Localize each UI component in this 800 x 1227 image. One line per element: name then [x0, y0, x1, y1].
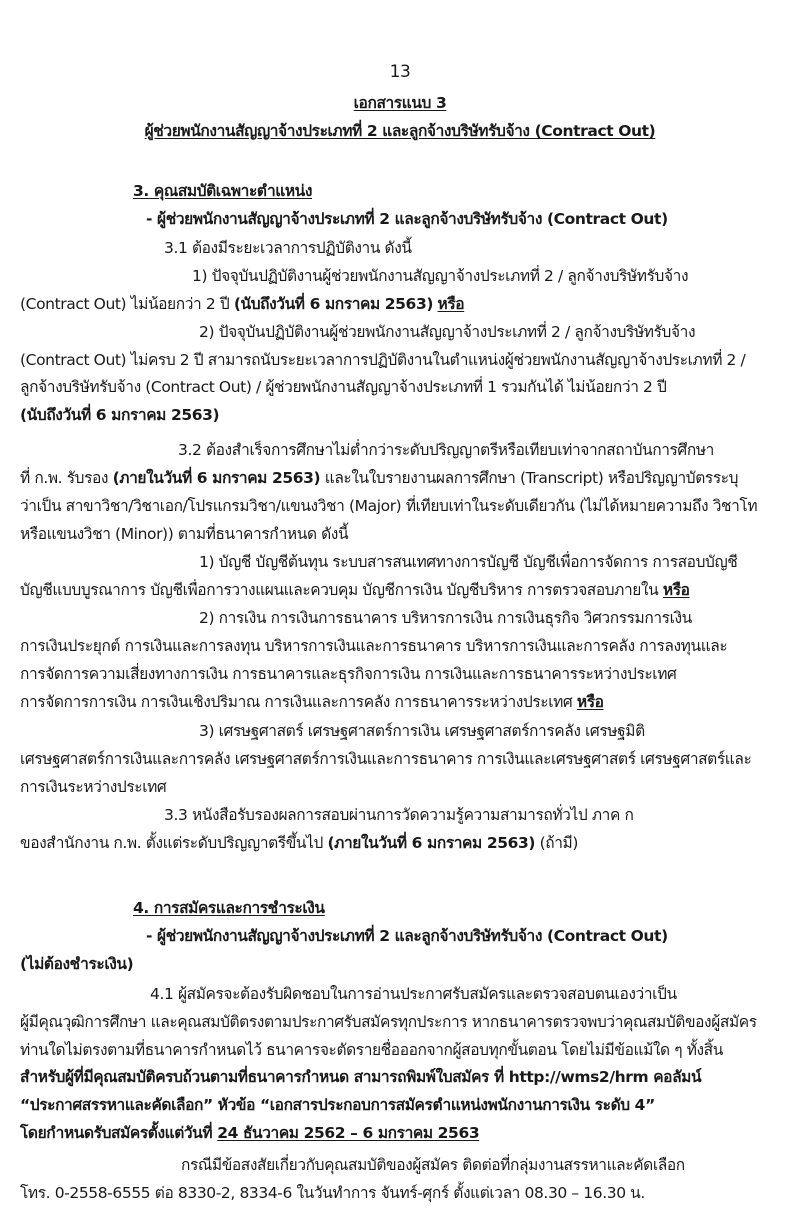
item-3-2-sub2-line3: การจัดการความเสี่ยงทางการเงิน การธนาคารและธุรกิจการเงิน การเงินและการธนาคารระหว่างประเทศ [20, 665, 677, 683]
item-3-3-line1: 3.3 หนังสือรับรองผลการสอบผ่านการวัดความรู้ความสามารถทั่วไป ภาค ก [164, 806, 634, 824]
item-3-2-sub2-line1: 2) การเงิน การเงินการธนาคาร บริหารการเงิน การเงินธุรกิจ วิศวกรรมการเงิน [199, 609, 692, 627]
item-3-2-sub3-line2: เศรษฐศาสตร์การเงินและการคลัง เศรษฐศาสตร์การเงินและการธนาคาร การเงินและเศรษฐศาสตร์ เศรษฐศาสตร์และ [20, 750, 752, 768]
item-3-3-line2-b: (ถ้ามี) [535, 834, 578, 852]
item-4-1-line2: ผู้มีคุณวุฒิการศึกษา และคุณสมบัติตรงตามประกาศรับสมัครทุกประการ หากธนาคารตรวจพบว่าคุณสมบัติของผู้สมัคร [20, 1013, 757, 1031]
item-4-1-dates-line [20, 1123, 479, 1143]
item-3-1-sub1-line2 [20, 294, 464, 314]
document-subtitle: ผู้ช่วยพนักงานสัญญาจ้างประเภทที่ 2 และลูกจ้างบริษัทรับจ้าง (Contract Out) [144, 122, 656, 140]
item-3-2-line2-date: (ภายในวันที่ 6 มกราคม 2563) [112, 469, 321, 487]
or-marker: หรือ [437, 295, 465, 313]
contact-line1: กรณีมีข้อสงสัยเกี่ยวกับคุณสมบัติของผู้สมัคร ติดต่อที่กลุ่มงานสรรหาและคัดเลือก [181, 1156, 685, 1174]
page-number: 13 [389, 62, 411, 82]
item-3-1-sub2-date: (นับถึงวันที่ 6 มกราคม 2563) [20, 406, 220, 424]
item-4-1-application-link-line: สำหรับผู้ที่มีคุณสมบัติครบถ้วนตามที่ธนาคารกำหนด สามารถพิมพ์ใบสมัคร ที่ http://wms2/hrm คอลัมน์ [20, 1068, 702, 1086]
item-3-1-sub1-line1: 1) ปัจจุบันปฏิบัติงานผู้ช่วยพนักงานสัญญาจ้างประเภทที่ 2 / ลูกจ้างบริษัทรับจ้าง [192, 267, 689, 285]
section-4-position: - ผู้ช่วยพนักงานสัญญาจ้างประเภทที่ 2 และลูกจ้างบริษัทรับจ้าง (Contract Out) [146, 927, 668, 945]
item-3-3-line2 [20, 833, 578, 853]
item-3-1-sub1-date: (นับถึงวันที่ 6 มกราคม 2563) [233, 295, 434, 313]
item-3-2-line2-a: ที่ ก.พ. รับรอง [20, 469, 113, 487]
item-3-2-sub2-line2: การเงินประยุกต์ การเงินและการลงทุน บริหารการเงินและการธนาคาร บริหารการเงินและการคลัง การลงทุนและ [20, 637, 728, 655]
item-4-1-line1: 4.1 ผู้สมัครจะต้องรับผิดชอบในการอ่านประกาศรับสมัครและตรวจสอบตนเองว่าเป็น [150, 985, 677, 1003]
application-period-dates: 24 ธันวาคม 2562 – 6 มกราคม 2563 [217, 1124, 480, 1142]
item-3-2-sub3-line1: 3) เศรษฐศาสตร์ เศรษฐศาสตร์การเงิน เศรษฐศาสตร์การคลัง เศรษฐมิติ [199, 722, 645, 740]
document-title: เอกสารแนบ 3 [353, 94, 447, 112]
contact-line2: โทร. 0-2558-6555 ต่อ 8330-2, 8334-6 ในวันทำการ จันทร์-ศุกร์ ตั้งแต่เวลา 08.30 – 16.30 น. [20, 1184, 645, 1202]
item-3-1-sub2-line2: (Contract Out) ไม่ครบ 2 ปี สามารถนับระยะเวลาการปฏิบัติงานในตำแหน่งผู้ช่วยพนักงานสัญญาจ้างประเภทที่ 2 / [20, 351, 746, 369]
or-marker: หรือ [662, 581, 690, 599]
item-3-2-sub1-text: บัญชีแบบบูรณาการ บัญชีเพื่อการวางแผนและควบคุม บัญชีการเงิน บัญชีบริหาร การตรวจสอบภายใน [20, 581, 663, 599]
item-3-2-sub1-line1: 1) บัญชี บัญชีต้นทุน ระบบสารสนเทศทางการบัญชี บัญชีเพื่อการจัดการ การสอบบัญชี [199, 553, 738, 571]
item-3-2-sub2-text: การจัดการการเงิน การเงินเชิงปริมาณ การเงินและการคลัง การธนาคารระหว่างประเทศ [20, 693, 577, 711]
item-3-2-sub3-line3: การเงินระหว่างประเทศ [20, 778, 167, 796]
item-3-2-line2-b: และในใบรายงานผลการศึกษา (Transcript) หรือปริญญาบัตรระบุ [320, 469, 739, 487]
item-3-1-sub1-text: (Contract Out) ไม่น้อยกว่า 2 ปี [20, 295, 234, 313]
item-3-1-sub2-line3: ลูกจ้างบริษัทรับจ้าง (Contract Out) / ผู้ช่วยพนักงานสัญญาจ้างประเภทที่ 1 รวมกันได้ ไม่น้อยกว่า 2 ปี [20, 378, 667, 396]
item-3-2-sub2-line4 [20, 692, 604, 712]
item-3-1-lead: 3.1 ต้องมีระยะเวลาการปฏิบัติงาน ดังนี้ [164, 239, 412, 257]
item-3-2-line4: หรือแขนงวิชา (Minor)) ตามที่ธนาคารกำหนด ดังนี้ [20, 525, 349, 543]
section-4-heading: 4. การสมัครและการชำระเงิน [133, 899, 325, 917]
item-3-3-line2-a: ของสำนักงาน ก.พ. ตั้งแต่ระดับปริญญาตรีขึ้นไป [20, 834, 328, 852]
section-3-position: - ผู้ช่วยพนักงานสัญญาจ้างประเภทที่ 2 และลูกจ้างบริษัทรับจ้าง (Contract Out) [146, 210, 668, 228]
item-3-2-line2 [20, 468, 738, 488]
item-4-1-column-line: “ประกาศสรรหาและคัดเลือก” หัวข้อ “เอกสารประกอบการสมัครตำแหน่งพนักงานการเงิน ระดับ 4” [20, 1096, 655, 1114]
fee-note: (ไม่ต้องชำระเงิน) [20, 955, 134, 973]
item-4-1-line3: ท่านใดไม่ตรงตามที่ธนาคารกำหนดไว้ ธนาคารจะตัดรายชื่อออกจากผู้สอบทุกขั้นตอน โดยไม่มีข้อแม้ใด ๆ ทั้งสิ้น [20, 1041, 723, 1059]
item-3-2-line1: 3.2 ต้องสำเร็จการศึกษาไม่ต่ำกว่าระดับปริญญาตรีหรือเทียบเท่าจากสถาบันการศึกษา [178, 441, 714, 459]
application-period-label: โดยกำหนดรับสมัครตั้งแต่วันที่ [20, 1124, 218, 1142]
item-3-1-sub2-line1: 2) ปัจจุบันปฏิบัติงานผู้ช่วยพนักงานสัญญาจ้างประเภทที่ 2 / ลูกจ้างบริษัทรับจ้าง [199, 323, 696, 341]
item-3-3-line2-date: (ภายในวันที่ 6 มกราคม 2563) [327, 834, 536, 852]
item-3-2-sub1-line2 [20, 580, 690, 600]
or-marker: หรือ [576, 693, 604, 711]
section-3-heading: 3. คุณสมบัติเฉพาะตำแหน่ง [133, 182, 313, 200]
item-3-2-line3: ว่าเป็น สาขาวิชา/วิชาเอก/โปรแกรมวิชา/แขนงวิชา (Major) ที่เทียบเท่าในระดับเดียวกัน (ไม่ได้หมายความถึง วิชาโท [20, 497, 758, 515]
